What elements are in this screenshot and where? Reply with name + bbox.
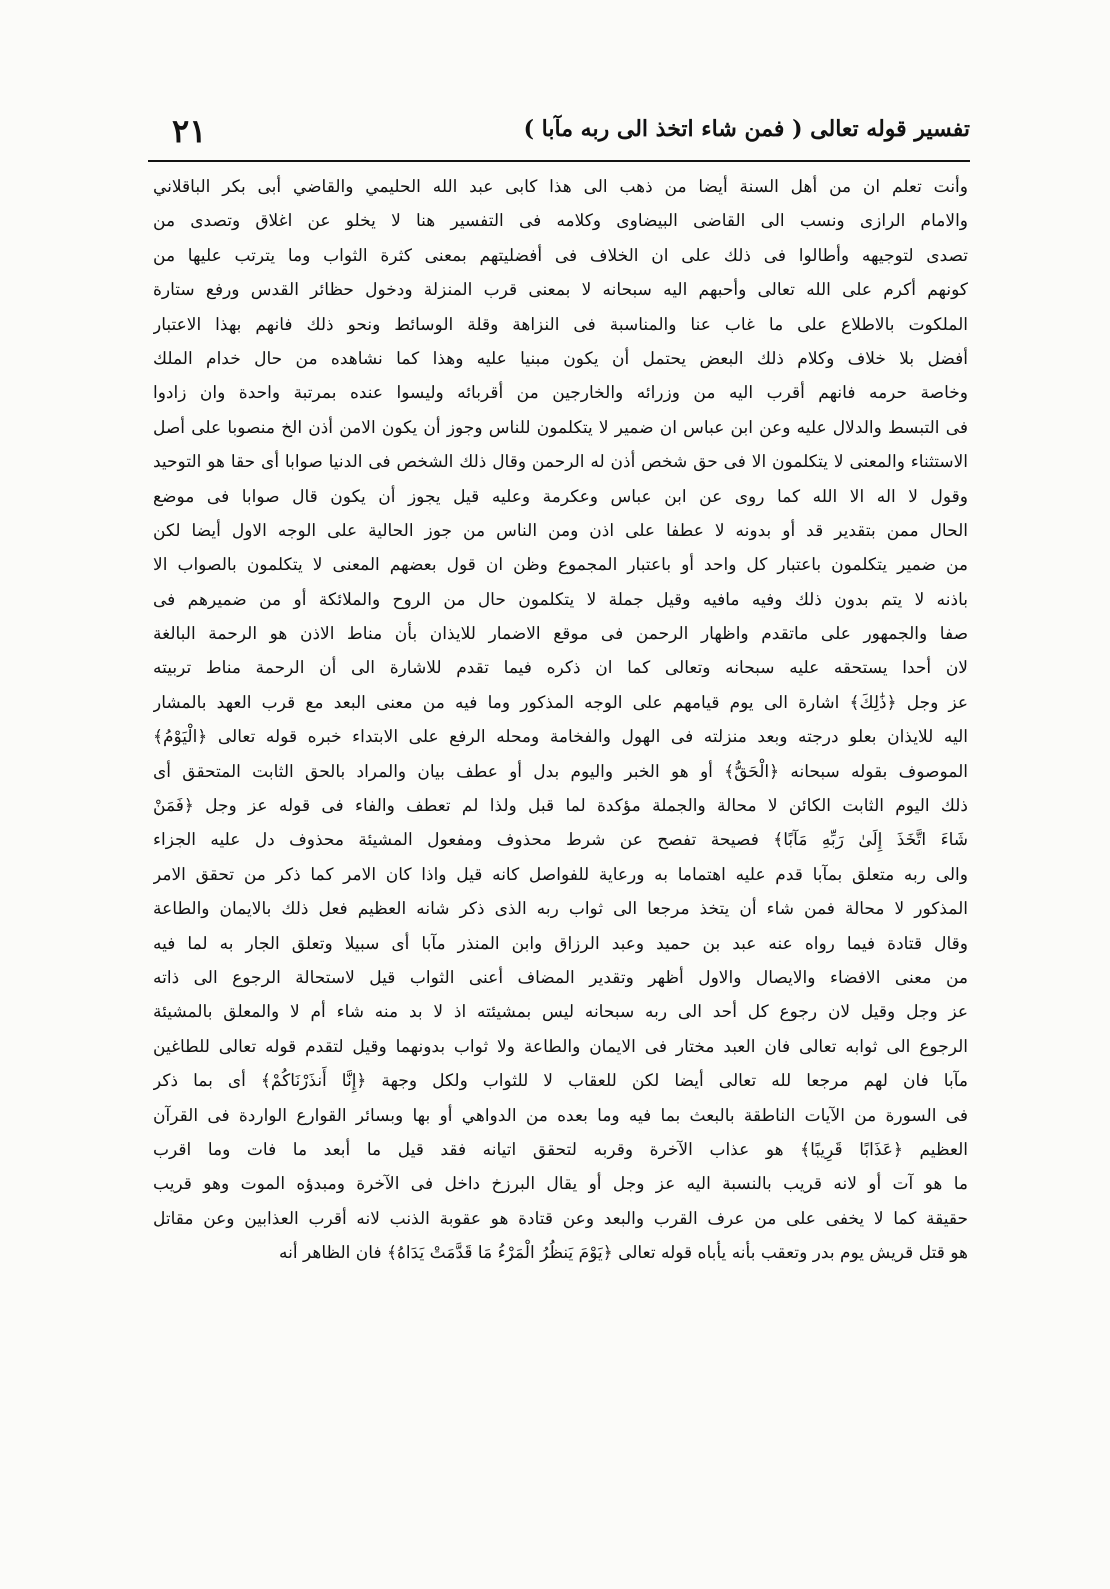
text-line: عز وجل وقيل لان رجوع كل أحد الى ربه سبحانه ليس بمشيئته اذ لا بد منه شاء أم لا والمعلق بالمشيئة <box>153 1002 968 1023</box>
text-line: من ضمير يتكلمون باعتبار كل واحد أو باعتبار المجموع وظن ان قول بعضهم المعنى لا يتكلمون بالصواب الا <box>153 555 968 576</box>
text-line: وقول لا اله الا الله كما روى عن ابن عباس وعكرمة وعليه قيل يجوز أن يكون قال صوابا فى موضع <box>153 486 968 507</box>
text-line: الرجوع الى ثوابه تعالى فان العبد مختار فى الايمان والطاعة ولا ثواب بدونهما وقيل لتقدم قوله تعالى للطاغين <box>153 1036 968 1057</box>
running-title: تفسير قوله تعالى ( فمن شاء اتخذ الى ربه مآبا ) <box>523 116 970 142</box>
text-line: الحال ممن بتقدير قد أو بدونه لا عطفا على اذن ومن الناس من جوز الحالية على الوجه الاول أيضا لكن <box>153 520 968 541</box>
text-line: شَاءَ اتَّخَذَ إِلَىٰ رَبِّهِ مَآبًا﴾ فصيحة تفصح عن شرط محذوف ومفعول المشيئة محذوف دل عليه الجزاء <box>153 830 968 851</box>
text-line: ذلك اليوم الثابت الكائن لا محالة والجملة مؤكدة لما قبل ولذا لم تعطف والفاء فى قوله عز وجل ﴿فَمَنْ <box>153 796 968 817</box>
text-line: هو قتل قريش يوم بدر وتعقب بأنه يأباه قوله تعالى ﴿يَوْمَ يَنظُرُ الْمَرْءُ مَا قَدَّمَتْ يَدَاهُ﴾ فان الظاهر أنه <box>279 1243 968 1264</box>
text-line: تصدى لتوجيهه وأطالوا فى ذلك على ان الخلاف فى أفضليتهم بمعنى كثرة الثواب وما يترتب عليها من <box>153 245 968 266</box>
text-line: اليه للايذان بعلو درجته وبعد منزلته فى الهول والفخامة ومحله الرفع على الابتداء خبره قوله تعالى ﴿الْيَوْمُ﴾ <box>153 727 968 748</box>
text-line: حقيقة كما لا يخفى على من عرف القرب والبعد وعن قتادة هو عقوبة الذنب لانه أقرب العذابين وعن مقاتل <box>153 1208 968 1229</box>
text-line: فى السورة من الآيات الناطقة بالبعث بما فيه وما بعده من الدواهي أو بها وبسائر القوارع الواردة فى القرآن <box>153 1105 968 1126</box>
text-line: المذكور لا محالة فمن شاء أن يتخذ مرجعا الى ثواب ربه الذى ذكر شانه العظيم فعل ذلك بالايمان والطاعة <box>153 899 968 920</box>
text-line: ما هو آت أو لانه قريب بالنسبة اليه عز وجل أو يقال البرزخ داخل فى الآخرة ومبدؤه الموت وهو قريب <box>153 1174 968 1195</box>
body-text <box>153 170 968 1271</box>
text-line: والى ربه متعلق بمآبا قدم عليه اهتماما به ورعاية للفواصل كانه قيل واذا كان الامر كما ذكر من تحقق الامر <box>153 864 968 885</box>
text-line: مآبا فان لهم مرجعا لله تعالى أيضا لكن للعقاب لا للثواب ولكل وجهة ﴿إِنَّا أَنذَرْنَاكُمْ﴾ أى بما ذكر <box>153 1071 968 1092</box>
text-line: وخاصة حرمه فانهم أقرب اليه من وزرائه والخارجين من أقربائه وليسوا عنده بمرتبة واحدة وان زادوا <box>153 383 968 404</box>
text-line: والامام الرازى ونسب الى القاضى البيضاوى وكلامه فى التفسير هنا لا يخلو عن اغلاق وتصدى من <box>153 211 968 232</box>
text-line: صفا والجمهور على ماتقدم واظهار الرحمن فى موقع الاضمار للايذان بأن مناط الاذن هو الرحمة البالغة <box>153 624 968 645</box>
text-line: باذنه لا يتم بدون ذلك وفيه مافيه وقيل جملة لا يتكلمون حال من الروح والملائكة أو من ضميرهم فى <box>153 589 968 610</box>
text-line: كونهم أكرم على الله تعالى وأحبهم اليه سبحانه لا بمعنى قرب المنزلة ودخول حظائر القدس ورفع ستارة <box>153 280 968 301</box>
page-header <box>150 112 970 156</box>
text-line: لان أحدا يستحقه عليه سبحانه وتعالى كما ان ذكره فيما تقدم للاشارة الى أن الرحمة مناط تربيته <box>153 658 968 679</box>
text-line: الملكوت بالاطلاع على ما غاب عنا والمناسبة فى النزاهة وقلة الوسائط ونحو ذلك فانهم بهذا الاعتبار <box>153 314 968 335</box>
text-line: العظيم ﴿عَذَابًا قَرِيبًا﴾ هو عذاب الآخرة وقربه لتحقق اتيانه فقد قيل ما أبعد ما فات وما اقرب <box>153 1139 968 1160</box>
header-divider <box>148 160 970 162</box>
text-line: وأنت تعلم ان من أهل السنة أيضا من ذهب الى هذا كابى عبد الله الحليمي والقاضي أبى بكر الباقلاني <box>153 177 968 197</box>
text-line: الاستثناء والمعنى لا يتكلمون الا فى حق شخص أذن له الرحمن وقال ذلك الشخص فى الدنيا صوابا أى حقا هو التوحيد <box>153 452 968 473</box>
text-line: عز وجل ﴿ذَٰلِكَ﴾ اشارة الى يوم قيامهم على الوجه المذكور وما فيه من معنى البعد مع قرب العهد بالمشار <box>153 692 968 713</box>
text-line: من معنى الافضاء والايصال والاول أظهر وتقدير المضاف أعنى الثواب قيل لاستحالة الرجوع الى ذاته <box>153 967 968 988</box>
text-line: أفضل بلا خلاف وكلام ذلك البعض يحتمل أن يكون مبنيا عليه وهذا كما نشاهده من حال خدام الملك <box>153 348 968 369</box>
page-number: ٢١ <box>172 112 207 150</box>
text-line: وقال قتادة فيما رواه عنه عبد بن حميد وعبد الرزاق وابن المنذر مآبا أى سبيلا وتعلق الجار به لما فيه <box>153 933 968 954</box>
text-line: الموصوف بقوله سبحانه ﴿الْحَقُّ﴾ أو هو الخبر واليوم بدل أو عطف بيان والمراد بالحق الثابت المتحقق أى <box>153 761 968 782</box>
text-line: فى التبسط والدلال عليه وعن ابن عباس ان ضمير لا يتكلمون للناس وجوز أن يكون الامن أذن الخ منصوبا على أصل <box>153 417 968 438</box>
